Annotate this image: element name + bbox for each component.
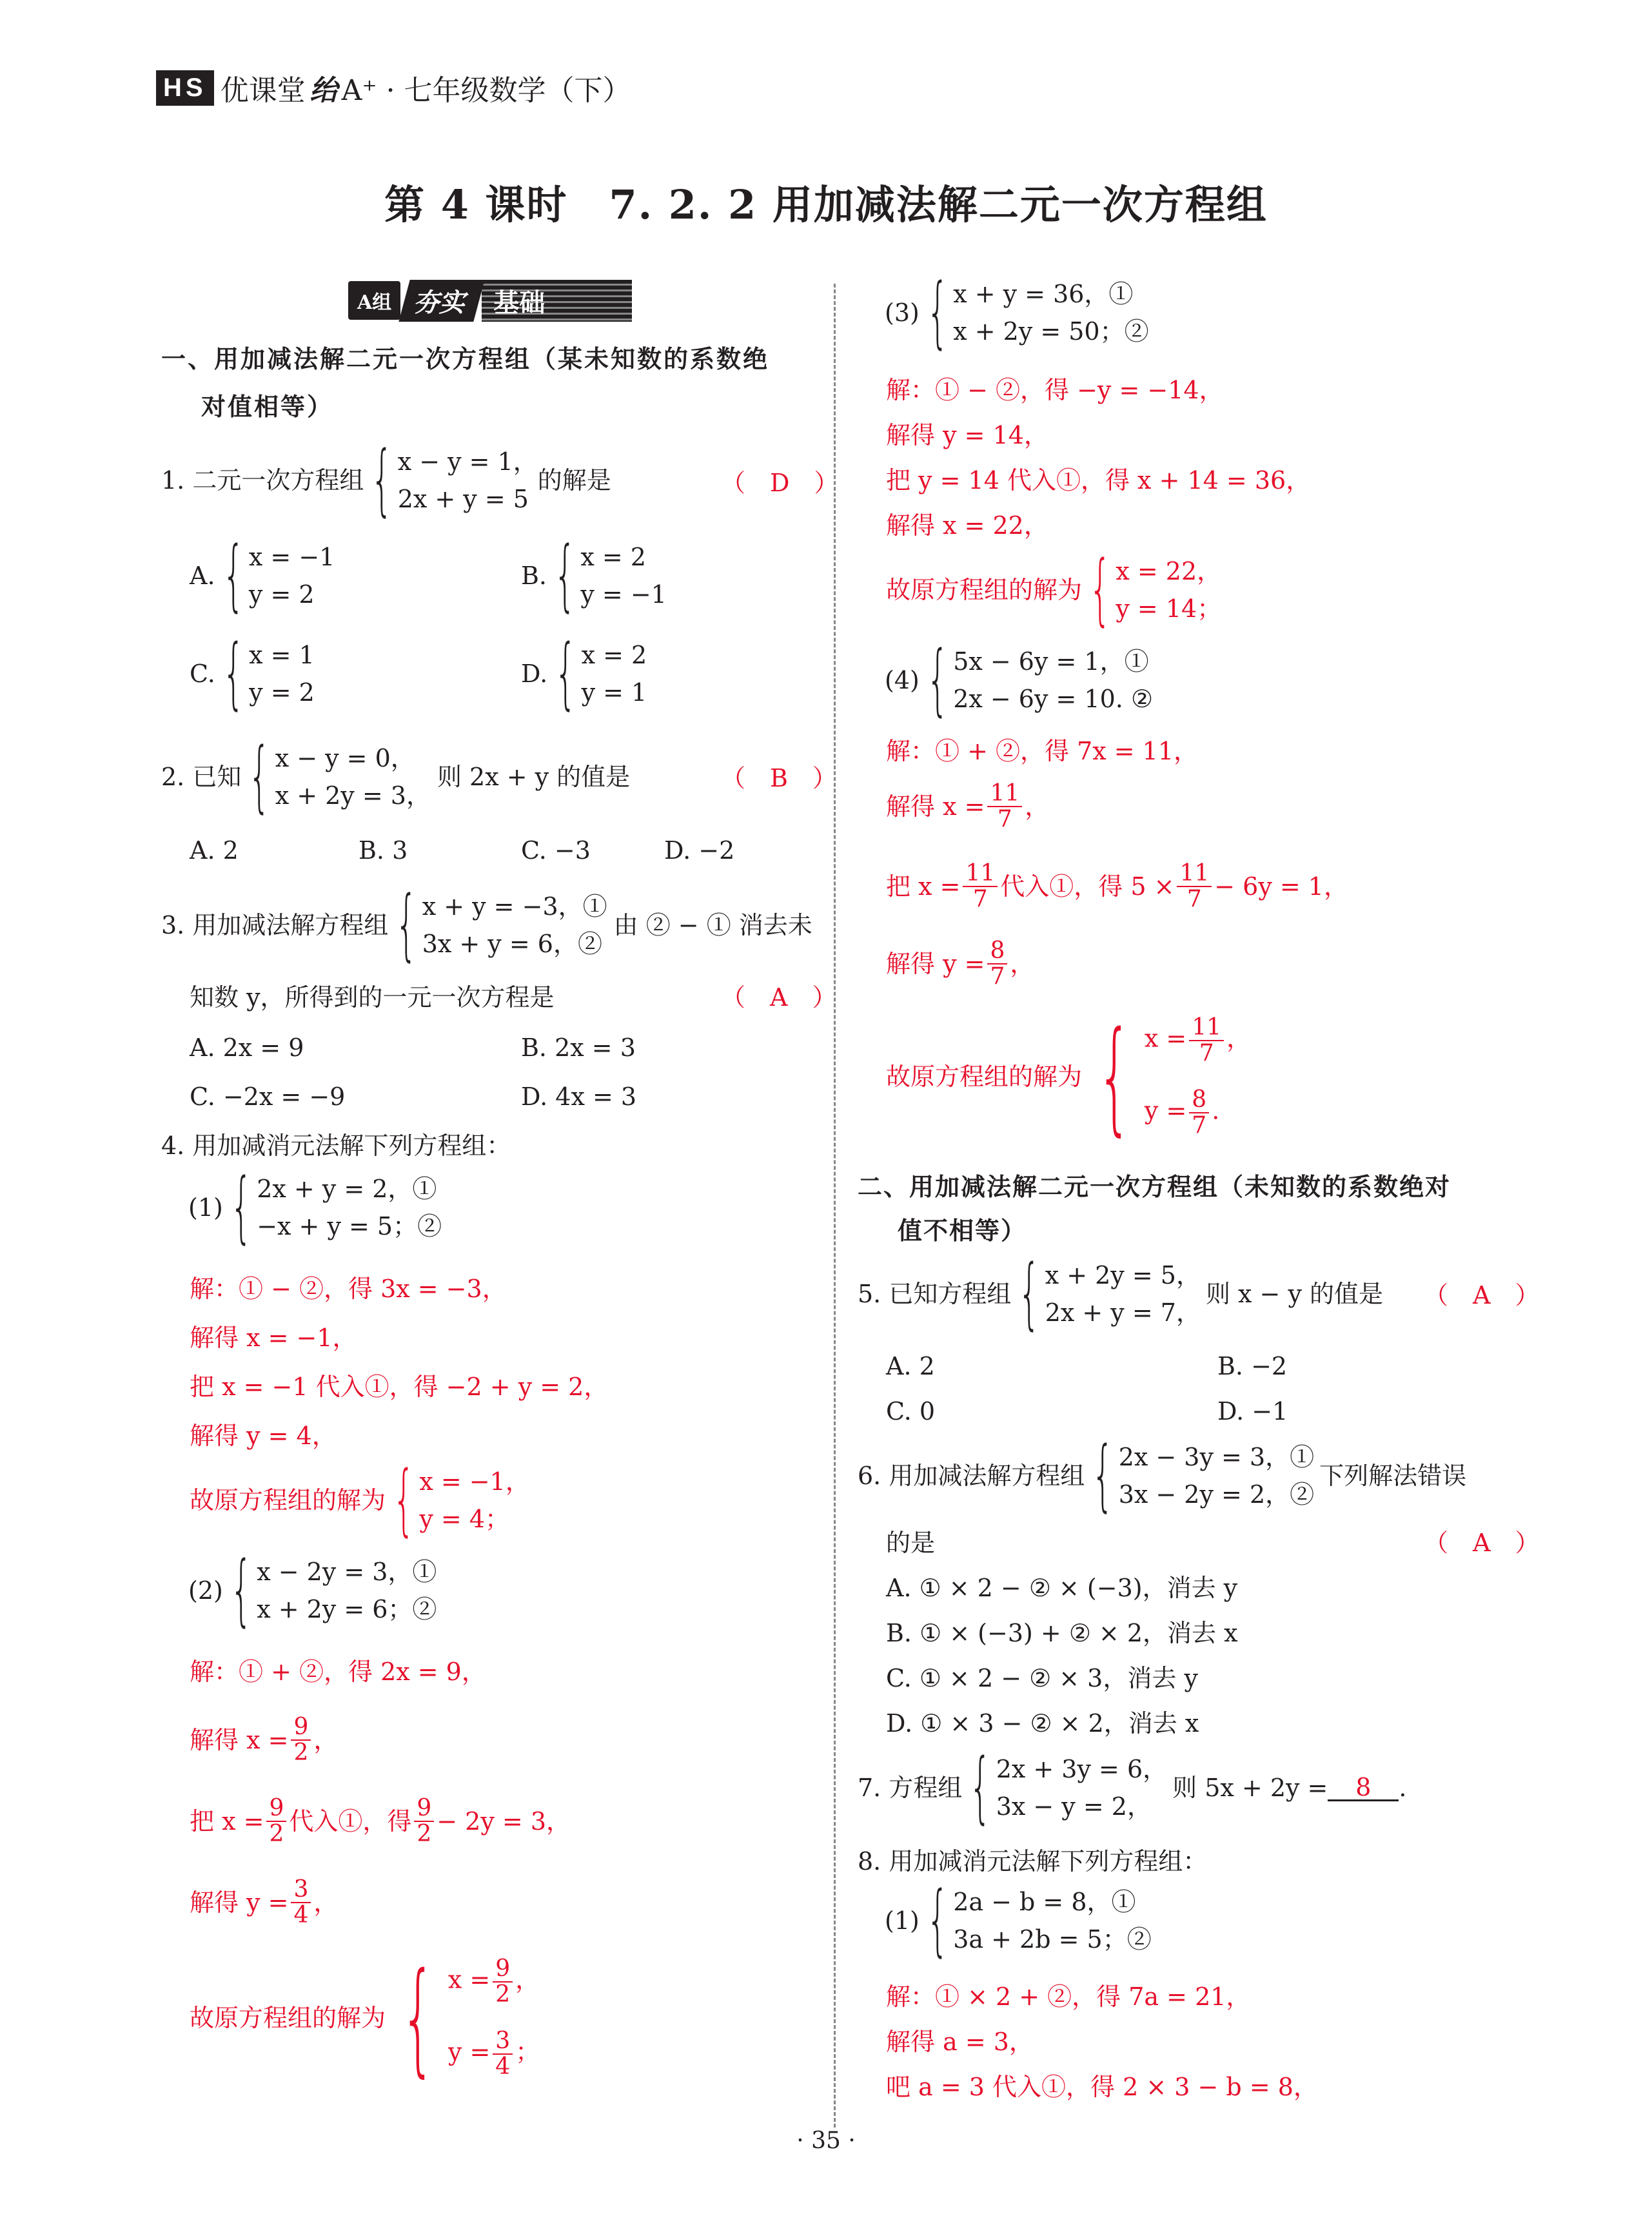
q4-p1-solution bbox=[190, 1455, 530, 1545]
q5-option-d: D. −1 bbox=[1217, 1397, 1288, 1425]
q4-p4-eq1: 5x − 6y = 1，① bbox=[953, 647, 1149, 676]
frac bbox=[987, 781, 1022, 832]
q1-c-brace: { bbox=[222, 629, 245, 718]
q4-p2-system bbox=[257, 1560, 437, 1621]
q1-option-b bbox=[521, 531, 667, 620]
q6-stem-cont: 的是 bbox=[886, 1529, 936, 1557]
q4-p3-eq1: x + y = 36，① bbox=[953, 280, 1134, 308]
q1-c-eq1: x = 1 bbox=[249, 641, 315, 669]
q7-system bbox=[996, 1757, 1167, 1819]
q5-eq2: 2x + y = 7， bbox=[1045, 1298, 1201, 1327]
q2-eq1: x − y = 0， bbox=[275, 744, 415, 772]
section1-heading-cont: 对值相等） bbox=[201, 392, 334, 421]
q3-option-c: C. −2x = −9 bbox=[190, 1082, 346, 1111]
q4-p2-step4-text: 解得 y = bbox=[190, 1888, 289, 1917]
q3-eq2: 3x + y = 6，② bbox=[422, 930, 602, 958]
q1-a-system bbox=[249, 545, 335, 607]
q4-p3-system bbox=[953, 282, 1148, 344]
q2-stem-text: 2. 已知 bbox=[161, 763, 242, 791]
q8-p1-step1: 解：① × 2 + ②，得 7a = 21， bbox=[886, 1983, 1251, 2011]
q2-answer: （ B ） bbox=[721, 764, 837, 792]
q1-b-brace: { bbox=[554, 531, 576, 620]
q5-option-b: B. −2 bbox=[1217, 1352, 1288, 1380]
frac-den: 2 bbox=[293, 1739, 309, 1766]
frac-num: 9 bbox=[414, 1796, 434, 1822]
period: . bbox=[1212, 1096, 1220, 1125]
q4-p4-solution-system bbox=[1145, 1015, 1251, 1138]
left-column bbox=[0, 0, 839, 2128]
q4-p4-step2-text: 解得 x = bbox=[886, 792, 985, 821]
q2-brace: { bbox=[248, 732, 271, 821]
q4-p4-system bbox=[953, 649, 1153, 711]
q1-option-a bbox=[190, 531, 335, 620]
q4-p1-step1: 解：① − ②，得 3x = −3， bbox=[190, 1275, 507, 1303]
frac-num: 9 bbox=[291, 1715, 311, 1741]
frac-den: 2 bbox=[269, 1820, 284, 1847]
frac-num: 9 bbox=[266, 1796, 286, 1822]
q4-p2-frac-y bbox=[291, 1877, 311, 1928]
q4-p1-step4: 解得 y = 4， bbox=[190, 1422, 337, 1450]
q4-p1-system bbox=[257, 1177, 442, 1239]
frac bbox=[1177, 861, 1212, 912]
q2-stem bbox=[161, 732, 631, 821]
q4-p2-eq1: x − 2y = 3，① bbox=[257, 1558, 437, 1586]
q3-stem bbox=[161, 880, 812, 970]
q8-p1-system bbox=[953, 1890, 1152, 1952]
q6-stem bbox=[858, 1431, 1467, 1520]
q1-a-brace: { bbox=[222, 531, 244, 620]
q1-eq1: x − y = 1， bbox=[397, 447, 538, 476]
q5-eq1: x + 2y = 5， bbox=[1045, 1261, 1201, 1289]
frac bbox=[963, 861, 998, 912]
frac-den: 4 bbox=[495, 2053, 511, 2081]
comma: ， bbox=[1226, 1024, 1252, 1053]
q4-p1-brace: { bbox=[230, 1162, 253, 1252]
q1-a-eq2: y = 2 bbox=[248, 580, 315, 609]
frac-num: 8 bbox=[987, 939, 1007, 965]
q5-option-a: A. 2 bbox=[886, 1352, 935, 1380]
q2-option-b: B. 3 bbox=[359, 836, 408, 865]
q4-p4-step1: 解：① + ②，得 7x = 11， bbox=[886, 737, 1199, 765]
q1-d-label: D. bbox=[521, 660, 548, 688]
series-name: 优课堂 bbox=[220, 74, 306, 107]
q4-p4-step3-text: 把 x = bbox=[886, 872, 961, 901]
q4-p2-sol-y bbox=[448, 2029, 540, 2079]
q3-eq1: x + y = −3，① bbox=[422, 892, 607, 921]
q1-d-system bbox=[582, 643, 647, 705]
right-column bbox=[838, 0, 1652, 2128]
var: x = bbox=[1144, 1024, 1187, 1053]
q3-option-b: B. 2x = 3 bbox=[521, 1033, 636, 1062]
q4-p2-frac-sub bbox=[266, 1796, 286, 1846]
q4-stem: 4. 用加减消元法解下列方程组： bbox=[161, 1131, 511, 1160]
q4-p2-step3-text: 把 x = bbox=[190, 1807, 264, 1836]
q8-p1-eq2: 3a + 2b = 5；② bbox=[953, 1925, 1152, 1954]
q5-brace: { bbox=[1018, 1249, 1041, 1338]
q6-brace: { bbox=[1092, 1431, 1114, 1520]
var: y = bbox=[447, 2037, 491, 2066]
q6-eq1: 2x − 3y = 3，① bbox=[1118, 1443, 1315, 1471]
q4-p2-eq2: x + 2y = 6；② bbox=[257, 1595, 437, 1623]
q4-p2-solution-system bbox=[448, 1957, 540, 2079]
frac-den: 7 bbox=[1192, 1112, 1207, 1139]
frac-num: 3 bbox=[291, 1877, 311, 1903]
q1-tail: 的解是 bbox=[537, 466, 611, 495]
q3-option-d: D. 4x = 3 bbox=[521, 1082, 637, 1111]
q4-p2-step2-text: 解得 x = bbox=[190, 1725, 289, 1754]
frac bbox=[1189, 1015, 1224, 1066]
q4-p3-solution-text: 故原方程组的解为 bbox=[886, 576, 1083, 604]
q6-option-d: D. ① × 3 − ② × 2，消去 x bbox=[886, 1709, 1199, 1738]
q1-d-eq2: y = 1 bbox=[581, 678, 647, 707]
q6-system bbox=[1119, 1445, 1314, 1507]
q4-p4-label: (4) bbox=[885, 666, 919, 694]
q4-p3-solution bbox=[886, 545, 1222, 634]
q7-eq1: 2x + 3y = 6， bbox=[996, 1755, 1168, 1783]
q4-p3-label: (3) bbox=[885, 299, 919, 327]
q4-p2-solution-brace: { bbox=[400, 1946, 436, 2089]
q2-option-d: D. −2 bbox=[664, 836, 735, 865]
q4-p2-solution bbox=[190, 1946, 540, 2089]
q4-p3-sol-x: x = 22， bbox=[1116, 557, 1222, 585]
q1-eq2: 2x + y = 5 bbox=[397, 485, 529, 513]
q4-p2-brace: { bbox=[230, 1545, 253, 1635]
q1-brace: { bbox=[371, 435, 393, 525]
q6-option-b: B. ① × (−3) + ② × 2，消去 x bbox=[886, 1619, 1238, 1647]
q1-b-eq1: x = 2 bbox=[580, 543, 646, 571]
q8-p1-label: (1) bbox=[885, 1906, 919, 1935]
q4-p4-step4-text: 解得 y = bbox=[886, 949, 985, 978]
q4-p4-step4 bbox=[886, 939, 1034, 989]
q7-tail: 则 5x + 2y = bbox=[1172, 1774, 1328, 1802]
q3-stem-text: 3. 用加减法解方程组 bbox=[161, 911, 389, 939]
frac-den: 7 bbox=[997, 805, 1012, 832]
semicolon: ； bbox=[515, 2037, 540, 2066]
q4-p1-eq1: 2x + y = 2，① bbox=[257, 1175, 437, 1203]
q4-p3-step1: 解：① − ②，得 −y = −14， bbox=[886, 376, 1224, 404]
q1-system bbox=[398, 449, 538, 511]
q5-stem bbox=[858, 1249, 1384, 1338]
q6-stem-text: 6. 用加减法解方程组 bbox=[858, 1462, 1085, 1490]
q4-p2-label: (2) bbox=[188, 1576, 223, 1605]
q1-option-c bbox=[190, 629, 315, 718]
badge-group: A组 bbox=[348, 281, 400, 320]
q6-tail: 下列解法错误 bbox=[1319, 1462, 1467, 1490]
q4-p1-eq2: −x + y = 5；② bbox=[257, 1212, 442, 1240]
q4-p3-sol-y: y = 14； bbox=[1116, 594, 1222, 623]
q1-b-label: B. bbox=[521, 562, 547, 590]
q4-p4-solution-brace: { bbox=[1097, 1005, 1132, 1148]
q4-p1-label: (1) bbox=[188, 1193, 223, 1222]
q1-a-eq1: x = −1 bbox=[248, 543, 335, 571]
q3-system bbox=[422, 894, 607, 956]
badge-word2: 基础 bbox=[482, 280, 632, 322]
frac-den: 7 bbox=[1186, 885, 1202, 912]
q7-stem-text: 7. 方程组 bbox=[858, 1774, 963, 1802]
q4-p2-system-block bbox=[188, 1545, 437, 1635]
q4-p1-step2: 解得 x = −1， bbox=[190, 1324, 357, 1352]
comma: ， bbox=[313, 1725, 339, 1754]
book-grade: A⁺ · 七年级数学（下） bbox=[341, 74, 631, 107]
page-title: 第 4 课时 7. 2. 2 用加减法解二元一次方程组 bbox=[384, 181, 1268, 228]
q6-option-a: A. ① × 2 − ② × (−3)，消去 y bbox=[886, 1574, 1238, 1602]
frac-num: 11 bbox=[987, 781, 1022, 807]
q6-option-c: C. ① × 2 − ② × 3，消去 y bbox=[886, 1664, 1198, 1692]
q8-p1-step3: 吧 a = 3 代入①，得 2 × 3 − b = 8， bbox=[886, 2073, 1318, 2101]
q4-p3-eq2: x + 2y = 50；② bbox=[953, 317, 1149, 346]
column-divider bbox=[834, 284, 836, 2128]
q7-answer-blank: 8 bbox=[1328, 1775, 1399, 1801]
q1-b-eq2: y = −1 bbox=[580, 580, 667, 609]
q7-stem bbox=[858, 1743, 1407, 1832]
q3-tail: 由 ② − ① 消去未 bbox=[613, 911, 812, 939]
q1-b-system bbox=[580, 545, 666, 607]
frac-den: 2 bbox=[495, 1981, 511, 2008]
q4-p2-step4 bbox=[190, 1877, 338, 1928]
q6-eq2: 3x − 2y = 2，② bbox=[1118, 1480, 1315, 1509]
q2-option-c: C. −3 bbox=[521, 836, 591, 865]
q2-system bbox=[275, 746, 431, 808]
q3-answer: （ A ） bbox=[721, 983, 837, 1012]
q1-option-d bbox=[521, 629, 647, 718]
q4-p1-solution-system bbox=[419, 1469, 529, 1531]
comma: ， bbox=[313, 1888, 339, 1917]
q3-stem-cont: 知数 y，所得到的一元一次方程是 bbox=[190, 983, 555, 1012]
frac-num: 8 bbox=[1189, 1088, 1209, 1113]
frac-den: 7 bbox=[1199, 1039, 1214, 1066]
section2-heading: 二、用加减法解二元一次方程组（未知数的系数绝对 bbox=[858, 1172, 1451, 1201]
q4-p2-step2 bbox=[190, 1715, 338, 1765]
q5-option-c: C. 0 bbox=[886, 1397, 936, 1425]
q1-d-eq1: x = 2 bbox=[581, 641, 647, 669]
q4-p4-solution-text: 故原方程组的解为 bbox=[886, 1063, 1083, 1091]
q4-p4-step3 bbox=[886, 861, 1348, 912]
q7-brace: { bbox=[969, 1743, 992, 1832]
frac-num: 3 bbox=[493, 2029, 513, 2055]
frac bbox=[987, 939, 1007, 989]
var: y = bbox=[1144, 1096, 1187, 1125]
section1-heading: 一、用加减法解二元一次方程组（某未知数的系数绝 bbox=[161, 344, 770, 373]
q8-p1-brace: { bbox=[926, 1875, 949, 1965]
frac-den: 7 bbox=[990, 963, 1005, 990]
q4-p2-step3 bbox=[190, 1796, 571, 1846]
frac bbox=[1189, 1088, 1209, 1138]
q4-p3-solution-brace: { bbox=[1089, 545, 1112, 634]
q1-a-label: A. bbox=[190, 562, 215, 590]
q4-p4-eq2: 2x − 6y = 10. ② bbox=[953, 685, 1154, 713]
q4-p3-brace: { bbox=[926, 268, 949, 357]
q2-tail: 则 2x + y 的值是 bbox=[437, 763, 631, 791]
section2-heading-cont: 值不相等） bbox=[898, 1216, 1027, 1245]
frac-num: 11 bbox=[963, 861, 998, 887]
frac bbox=[493, 2029, 513, 2079]
q4-p2-frac-x bbox=[291, 1715, 311, 1765]
q2-eq2: x + 2y = 3， bbox=[275, 781, 431, 810]
q4-p2-frac-sub2 bbox=[414, 1796, 434, 1846]
q1-d-brace: { bbox=[555, 629, 577, 718]
q4-p4-brace: { bbox=[926, 635, 949, 725]
q5-answer: （ A ） bbox=[1424, 1281, 1540, 1309]
q8-p1-step2: 解得 a = 3， bbox=[886, 2028, 1034, 2056]
publisher-logo: HS bbox=[156, 70, 214, 106]
q4-p2-step3-mid: 代入①，得 bbox=[289, 1807, 412, 1836]
q5-tail: 则 x − y 的值是 bbox=[1205, 1280, 1384, 1308]
q4-p4-system-block bbox=[885, 635, 1154, 725]
q4-p3-step2: 解得 y = 14， bbox=[886, 421, 1048, 449]
comma: ， bbox=[1010, 949, 1035, 978]
page-number: · 35 · bbox=[796, 2128, 856, 2154]
q7-eq2: 3x − y = 2， bbox=[996, 1792, 1152, 1821]
q4-p4-solution bbox=[886, 1005, 1252, 1148]
frac bbox=[493, 1957, 513, 2007]
q4-p1-step3: 把 x = −1 代入①，得 −2 + y = 2， bbox=[190, 1373, 609, 1401]
q4-p4-step3-end: − 6y = 1， bbox=[1214, 872, 1348, 901]
q4-p2-sol-x bbox=[448, 1957, 540, 2007]
q4-p3-system-block bbox=[885, 268, 1149, 357]
q8-p1-system-block bbox=[885, 1875, 1152, 1965]
q1-stem bbox=[161, 435, 611, 525]
q4-p1-system-block bbox=[188, 1162, 442, 1252]
badge-word1: 夯实 bbox=[399, 280, 485, 322]
q1-c-system bbox=[249, 643, 315, 705]
q4-p1-sol-y: y = 4； bbox=[419, 1505, 510, 1533]
var: x = bbox=[447, 1965, 491, 1994]
q4-p1-sol-x: x = −1， bbox=[419, 1467, 530, 1496]
q4-p3-solution-system bbox=[1116, 559, 1221, 621]
frac-num: 11 bbox=[1177, 861, 1212, 887]
q4-p2-solution-text: 故原方程组的解为 bbox=[190, 2004, 386, 2032]
q8-stem: 8. 用加减消元法解下列方程组： bbox=[858, 1847, 1208, 1875]
brand-mark: 绐 bbox=[309, 74, 338, 107]
q1-c-label: C. bbox=[190, 660, 215, 688]
q4-p4-step3-mid: 代入①，得 5 × bbox=[1000, 872, 1175, 901]
q1-c-eq2: y = 2 bbox=[249, 678, 315, 707]
q7-end: . bbox=[1399, 1774, 1407, 1802]
comma: ， bbox=[1025, 792, 1050, 821]
frac-den: 7 bbox=[972, 885, 988, 912]
q5-stem-text: 5. 已知方程组 bbox=[858, 1280, 1012, 1308]
q2-option-a: A. 2 bbox=[190, 836, 239, 865]
q4-p4-step2 bbox=[886, 781, 1049, 832]
q4-p3-step3: 把 y = 14 代入①，得 x + 14 = 36， bbox=[886, 466, 1311, 495]
frac-den: 2 bbox=[417, 1820, 432, 1847]
q4-p1-solution-brace: { bbox=[393, 1455, 415, 1545]
q4-p2-step1: 解：① + ②，得 2x = 9， bbox=[190, 1658, 486, 1686]
q4-p2-step3-end: − 2y = 3， bbox=[437, 1807, 571, 1836]
q6-answer: （ A ） bbox=[1424, 1529, 1540, 1557]
comma: ， bbox=[515, 1965, 540, 1994]
q1-stem-text: 1. 二元一次方程组 bbox=[161, 466, 364, 495]
q4-p1-solution-text: 故原方程组的解为 bbox=[190, 1486, 386, 1514]
q4-p3-step4: 解得 x = 22， bbox=[886, 511, 1048, 540]
q4-p4-sol-x bbox=[1145, 1015, 1251, 1066]
q8-p1-eq1: 2a − b = 8，① bbox=[953, 1888, 1136, 1916]
frac-num: 9 bbox=[493, 1957, 513, 1983]
q5-system bbox=[1045, 1263, 1201, 1325]
q3-brace: { bbox=[395, 880, 418, 970]
q4-p4-sol-y bbox=[1145, 1088, 1251, 1138]
q3-option-a: A. 2x = 9 bbox=[190, 1033, 304, 1062]
frac-num: 11 bbox=[1189, 1015, 1224, 1041]
frac-den: 4 bbox=[293, 1901, 309, 1928]
q1-answer: （ D ） bbox=[721, 469, 839, 497]
